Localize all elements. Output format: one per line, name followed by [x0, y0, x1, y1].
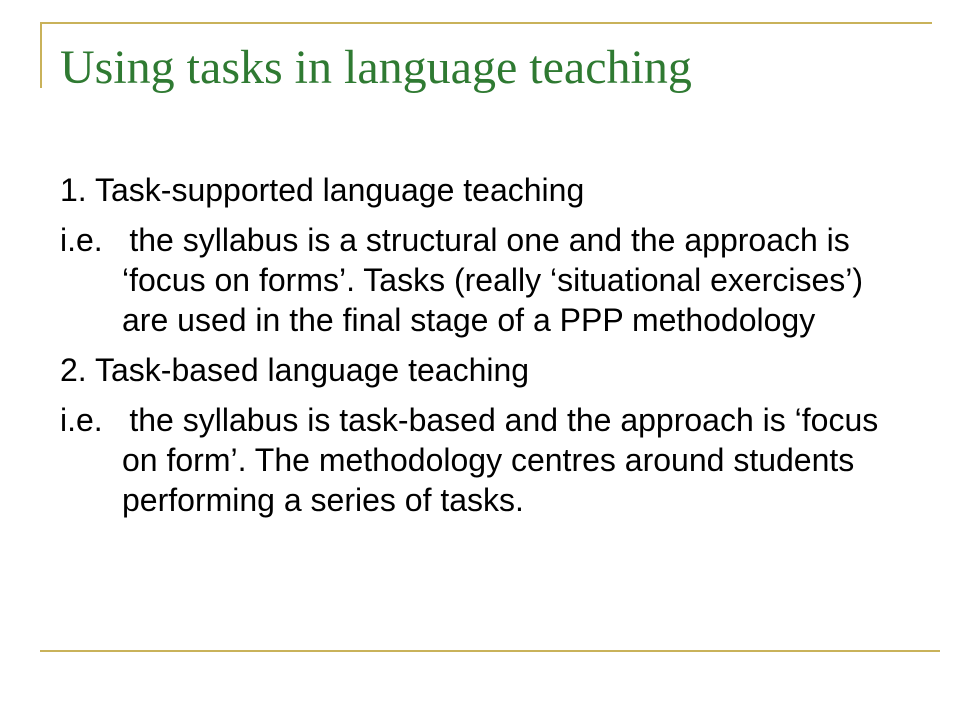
frame-bottom-line: [40, 650, 940, 652]
section-2-heading: 2. Task-based language teaching: [60, 352, 530, 388]
section-2-explanation: [60, 400, 880, 520]
slide-body: [60, 170, 880, 530]
section-1-explanation-text: the syllabus is a structural one and the approach is ‘focus on forms’. Tasks (really ‘situational exercises’) are used in the final stage of a PPP methodology: [122, 222, 863, 338]
section-2-explanation-text: the syllabus is task-based and the approach is ‘focus on form’. The methodology centres around students performing a series of tasks.: [122, 402, 879, 518]
frame-top-line: [40, 22, 932, 24]
section-1-ie-label: i.e.: [60, 222, 103, 258]
section-1-heading: 1. Task-supported language teaching: [60, 172, 585, 208]
section-2-ie-label: i.e.: [60, 402, 103, 438]
section-1-explanation: [60, 220, 880, 340]
slide-title: Using tasks in language teaching: [60, 41, 692, 94]
frame-left-line: [40, 22, 42, 88]
